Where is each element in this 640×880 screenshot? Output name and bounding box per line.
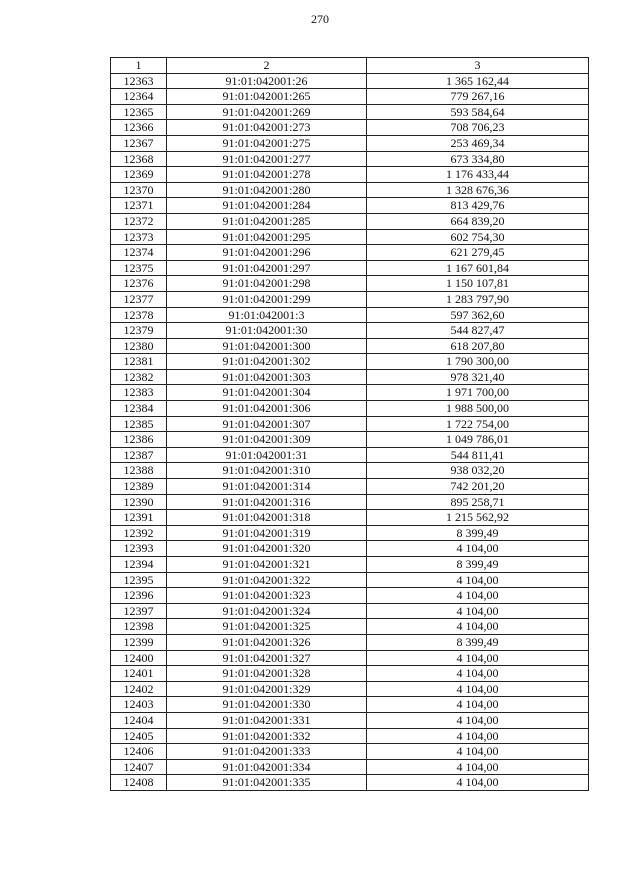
- value-cell: 4 104,00: [367, 728, 589, 744]
- cadastral-number-cell: 91:01:042001:306: [167, 401, 367, 417]
- row-number-cell: 12372: [111, 213, 167, 229]
- value-cell: 8 399,49: [367, 634, 589, 650]
- cadastral-number-cell: 91:01:042001:320: [167, 541, 367, 557]
- table-body: [111, 73, 589, 790]
- row-number-cell: 12388: [111, 463, 167, 479]
- table-row: [111, 104, 589, 120]
- value-cell: 4 104,00: [367, 744, 589, 760]
- table-row: [111, 712, 589, 728]
- table-row: [111, 182, 589, 198]
- value-cell: 4 104,00: [367, 588, 589, 604]
- value-cell: 597 362,60: [367, 307, 589, 323]
- value-cell: 1 150 107,81: [367, 276, 589, 292]
- row-number-cell: 12408: [111, 775, 167, 791]
- cadastral-number-cell: 91:01:042001:298: [167, 276, 367, 292]
- value-cell: 4 104,00: [367, 666, 589, 682]
- table-row: [111, 369, 589, 385]
- cadastral-number-cell: 91:01:042001:269: [167, 104, 367, 120]
- table-row: [111, 541, 589, 557]
- cadastral-number-cell: 91:01:042001:277: [167, 151, 367, 167]
- value-cell: 621 279,45: [367, 245, 589, 261]
- table-row: [111, 650, 589, 666]
- row-number-cell: 12374: [111, 245, 167, 261]
- table-row: [111, 557, 589, 573]
- row-number-cell: 12403: [111, 697, 167, 713]
- table-row: [111, 510, 589, 526]
- cadastral-number-cell: 91:01:042001:285: [167, 213, 367, 229]
- row-number-cell: 12393: [111, 541, 167, 557]
- value-cell: 4 104,00: [367, 759, 589, 775]
- value-cell: 978 321,40: [367, 369, 589, 385]
- table-header-row: [111, 58, 589, 74]
- table-row: [111, 432, 589, 448]
- cadastral-number-cell: 91:01:042001:332: [167, 728, 367, 744]
- column-header-3: 3: [367, 58, 589, 74]
- table-row: [111, 619, 589, 635]
- value-cell: 1 283 797,90: [367, 291, 589, 307]
- row-number-cell: 12381: [111, 354, 167, 370]
- cadastral-number-cell: 91:01:042001:326: [167, 634, 367, 650]
- row-number-cell: 12401: [111, 666, 167, 682]
- table-row: [111, 198, 589, 214]
- cadastral-number-cell: 91:01:042001:296: [167, 245, 367, 261]
- value-cell: 1 167 601,84: [367, 260, 589, 276]
- table-row: [111, 681, 589, 697]
- table-row: [111, 89, 589, 105]
- row-number-cell: 12366: [111, 120, 167, 136]
- cadastral-value-table: [110, 57, 589, 791]
- row-number-cell: 12398: [111, 619, 167, 635]
- table-row: [111, 588, 589, 604]
- row-number-cell: 12378: [111, 307, 167, 323]
- row-number-cell: 12392: [111, 525, 167, 541]
- cadastral-number-cell: 91:01:042001:335: [167, 775, 367, 791]
- table-row: [111, 307, 589, 323]
- row-number-cell: 12382: [111, 369, 167, 385]
- row-number-cell: 12379: [111, 323, 167, 339]
- value-cell: 618 207,80: [367, 338, 589, 354]
- row-number-cell: 12402: [111, 681, 167, 697]
- table-row: [111, 73, 589, 89]
- row-number-cell: 12367: [111, 135, 167, 151]
- cadastral-number-cell: 91:01:042001:334: [167, 759, 367, 775]
- value-cell: 742 201,20: [367, 479, 589, 495]
- table-row: [111, 151, 589, 167]
- value-cell: 1 988 500,00: [367, 401, 589, 417]
- cadastral-number-cell: 91:01:042001:31: [167, 447, 367, 463]
- value-cell: 938 032,20: [367, 463, 589, 479]
- table-row: [111, 276, 589, 292]
- cadastral-number-cell: 91:01:042001:265: [167, 89, 367, 105]
- cadastral-number-cell: 91:01:042001:314: [167, 479, 367, 495]
- row-number-cell: 12364: [111, 89, 167, 105]
- row-number-cell: 12377: [111, 291, 167, 307]
- value-cell: 1 328 676,36: [367, 182, 589, 198]
- table-row: [111, 323, 589, 339]
- row-number-cell: 12400: [111, 650, 167, 666]
- value-cell: 4 104,00: [367, 619, 589, 635]
- table-row: [111, 385, 589, 401]
- cadastral-number-cell: 91:01:042001:329: [167, 681, 367, 697]
- value-cell: 602 754,30: [367, 229, 589, 245]
- value-cell: 4 104,00: [367, 697, 589, 713]
- column-header-1: 1: [111, 58, 167, 74]
- table-row: [111, 416, 589, 432]
- page-number: 270: [311, 12, 329, 26]
- cadastral-number-cell: 91:01:042001:304: [167, 385, 367, 401]
- row-number-cell: 12397: [111, 603, 167, 619]
- value-cell: 1 722 754,00: [367, 416, 589, 432]
- value-cell: 1 790 300,00: [367, 354, 589, 370]
- cadastral-number-cell: 91:01:042001:302: [167, 354, 367, 370]
- row-number-cell: 12396: [111, 588, 167, 604]
- row-number-cell: 12385: [111, 416, 167, 432]
- value-cell: 4 104,00: [367, 712, 589, 728]
- row-number-cell: 12389: [111, 479, 167, 495]
- cadastral-number-cell: 91:01:042001:303: [167, 369, 367, 385]
- table-row: [111, 744, 589, 760]
- value-cell: 4 104,00: [367, 775, 589, 791]
- value-cell: 1 971 700,00: [367, 385, 589, 401]
- cadastral-number-cell: 91:01:042001:30: [167, 323, 367, 339]
- row-number-cell: 12394: [111, 557, 167, 573]
- row-number-cell: 12373: [111, 229, 167, 245]
- cadastral-number-cell: 91:01:042001:273: [167, 120, 367, 136]
- row-number-cell: 12406: [111, 744, 167, 760]
- value-cell: 4 104,00: [367, 650, 589, 666]
- row-number-cell: 12405: [111, 728, 167, 744]
- cadastral-number-cell: 91:01:042001:319: [167, 525, 367, 541]
- cadastral-number-cell: 91:01:042001:26: [167, 73, 367, 89]
- table-row: [111, 245, 589, 261]
- table-row: [111, 354, 589, 370]
- value-cell: 708 706,23: [367, 120, 589, 136]
- cadastral-number-cell: 91:01:042001:322: [167, 572, 367, 588]
- cadastral-number-cell: 91:01:042001:307: [167, 416, 367, 432]
- cadastral-number-cell: 91:01:042001:324: [167, 603, 367, 619]
- cadastral-number-cell: 91:01:042001:316: [167, 494, 367, 510]
- value-cell: 895 258,71: [367, 494, 589, 510]
- table-row: [111, 120, 589, 136]
- table-row: [111, 291, 589, 307]
- table-row: [111, 634, 589, 650]
- value-cell: 544 811,41: [367, 447, 589, 463]
- cadastral-number-cell: 91:01:042001:3: [167, 307, 367, 323]
- cadastral-number-cell: 91:01:042001:318: [167, 510, 367, 526]
- table-row: [111, 759, 589, 775]
- value-cell: 1 049 786,01: [367, 432, 589, 448]
- row-number-cell: 12386: [111, 432, 167, 448]
- table-row: [111, 463, 589, 479]
- row-number-cell: 12376: [111, 276, 167, 292]
- column-header-2: 2: [167, 58, 367, 74]
- value-cell: 673 334,80: [367, 151, 589, 167]
- cadastral-number-cell: 91:01:042001:330: [167, 697, 367, 713]
- cadastral-number-cell: 91:01:042001:323: [167, 588, 367, 604]
- cadastral-number-cell: 91:01:042001:300: [167, 338, 367, 354]
- value-cell: 779 267,16: [367, 89, 589, 105]
- cadastral-number-cell: 91:01:042001:299: [167, 291, 367, 307]
- row-number-cell: 12369: [111, 167, 167, 183]
- table-row: [111, 213, 589, 229]
- table-row: [111, 135, 589, 151]
- value-cell: 4 104,00: [367, 681, 589, 697]
- cadastral-number-cell: 91:01:042001:328: [167, 666, 367, 682]
- row-number-cell: 12375: [111, 260, 167, 276]
- row-number-cell: 12395: [111, 572, 167, 588]
- row-number-cell: 12383: [111, 385, 167, 401]
- row-number-cell: 12404: [111, 712, 167, 728]
- row-number-cell: 12371: [111, 198, 167, 214]
- cadastral-number-cell: 91:01:042001:333: [167, 744, 367, 760]
- value-cell: 544 827,47: [367, 323, 589, 339]
- cadastral-number-cell: 91:01:042001:327: [167, 650, 367, 666]
- row-number-cell: 12380: [111, 338, 167, 354]
- value-cell: 4 104,00: [367, 572, 589, 588]
- cadastral-number-cell: 91:01:042001:310: [167, 463, 367, 479]
- row-number-cell: 12387: [111, 447, 167, 463]
- value-cell: 1 176 433,44: [367, 167, 589, 183]
- value-cell: 4 104,00: [367, 541, 589, 557]
- table-row: [111, 775, 589, 791]
- table-row: [111, 494, 589, 510]
- cadastral-number-cell: 91:01:042001:275: [167, 135, 367, 151]
- cadastral-number-cell: 91:01:042001:331: [167, 712, 367, 728]
- cadastral-number-cell: 91:01:042001:278: [167, 167, 367, 183]
- cadastral-number-cell: 91:01:042001:325: [167, 619, 367, 635]
- table-row: [111, 447, 589, 463]
- cadastral-number-cell: 91:01:042001:284: [167, 198, 367, 214]
- table-row: [111, 728, 589, 744]
- cadastral-number-cell: 91:01:042001:309: [167, 432, 367, 448]
- value-cell: 593 584,64: [367, 104, 589, 120]
- row-number-cell: 12384: [111, 401, 167, 417]
- table-row: [111, 167, 589, 183]
- cadastral-number-cell: 91:01:042001:280: [167, 182, 367, 198]
- value-cell: 8 399,49: [367, 525, 589, 541]
- table-row: [111, 401, 589, 417]
- value-cell: 1 365 162,44: [367, 73, 589, 89]
- cadastral-number-cell: 91:01:042001:297: [167, 260, 367, 276]
- row-number-cell: 12363: [111, 73, 167, 89]
- table-row: [111, 697, 589, 713]
- table-row: [111, 572, 589, 588]
- value-cell: 253 469,34: [367, 135, 589, 151]
- row-number-cell: 12390: [111, 494, 167, 510]
- row-number-cell: 12399: [111, 634, 167, 650]
- value-cell: 1 215 562,92: [367, 510, 589, 526]
- table-row: [111, 229, 589, 245]
- row-number-cell: 12407: [111, 759, 167, 775]
- value-cell: 4 104,00: [367, 603, 589, 619]
- row-number-cell: 12391: [111, 510, 167, 526]
- cadastral-number-cell: 91:01:042001:295: [167, 229, 367, 245]
- table-row: [111, 479, 589, 495]
- table-row: [111, 525, 589, 541]
- row-number-cell: 12365: [111, 104, 167, 120]
- row-number-cell: 12368: [111, 151, 167, 167]
- value-cell: 813 429,76: [367, 198, 589, 214]
- table-row: [111, 603, 589, 619]
- row-number-cell: 12370: [111, 182, 167, 198]
- table-row: [111, 338, 589, 354]
- table-row: [111, 666, 589, 682]
- table-row: [111, 260, 589, 276]
- cadastral-number-cell: 91:01:042001:321: [167, 557, 367, 573]
- value-cell: 664 839,20: [367, 213, 589, 229]
- value-cell: 8 399,49: [367, 557, 589, 573]
